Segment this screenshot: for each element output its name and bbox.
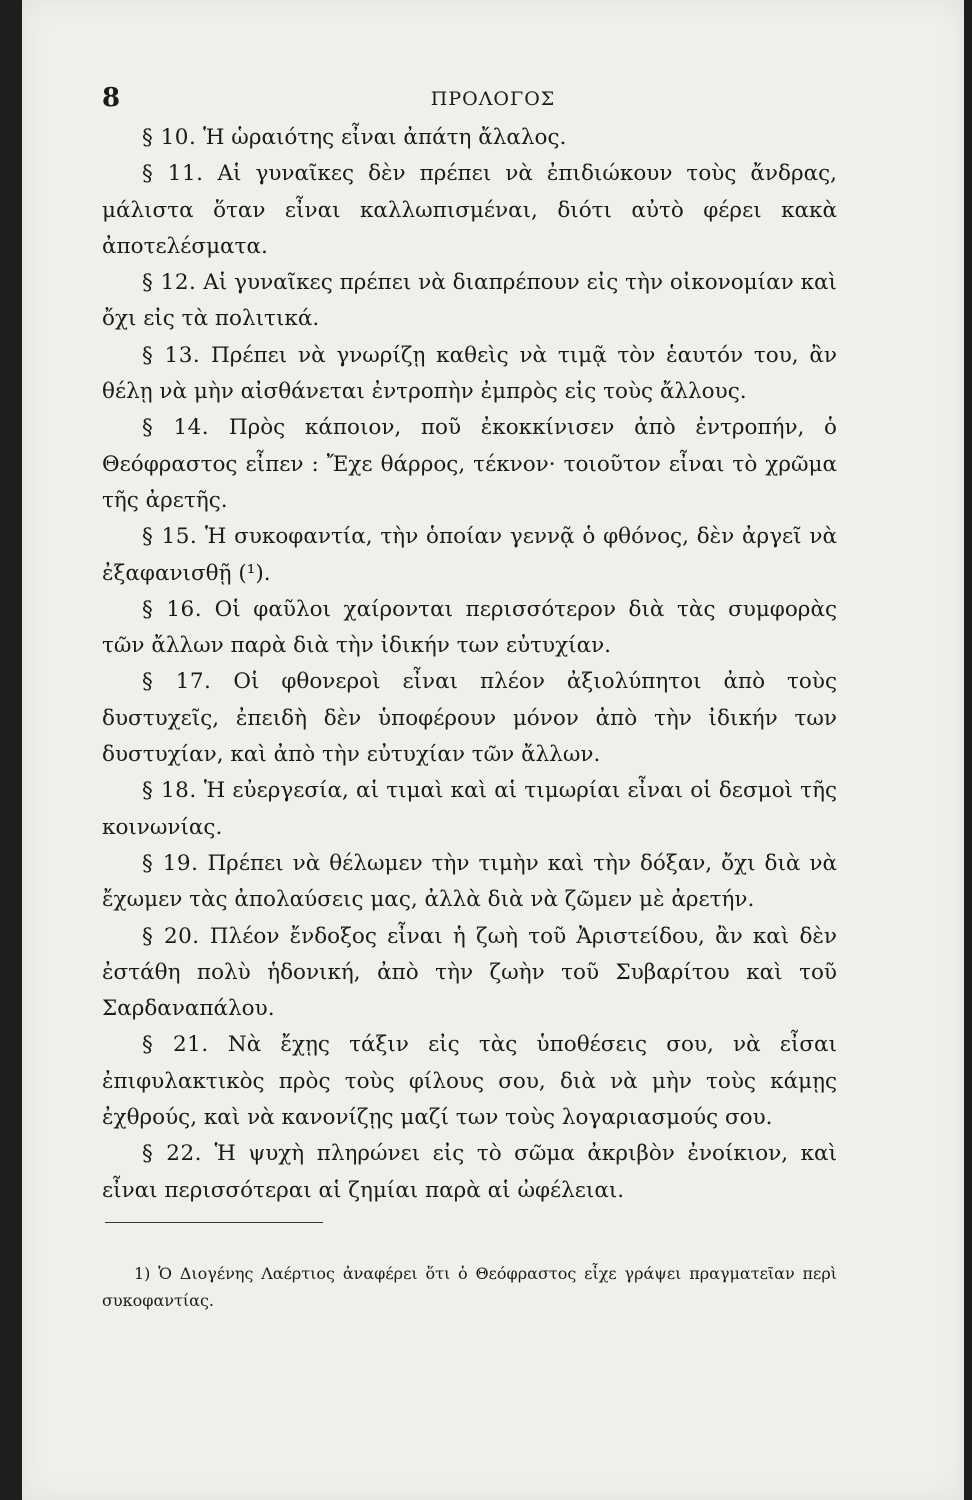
page-number: 8 [102,83,121,113]
paragraph-18 [102,773,837,846]
paragraph-text: Αἱ γυναῖκες πρέπει νὰ διαπρέπουν εἰς τὴν οἰκονομίαν καὶ ὄχι εἰς τὰ πολιτικά. [102,270,837,332]
footnote: 1) Ὁ Διογένης Λαέρτιος ἀναφέρει ὅτι ὁ Θεόφραστος εἶχε γράψει πραγματεῖαν περὶ συκοφαντίας. [102,1264,837,1310]
paragraph-14 [102,410,837,519]
paragraph-text: Πρέπει νὰ γνωρίζῃ καθεὶς νὰ τιμᾷ τὸν ἑαυτόν του, ἂν θέλῃ νὰ μὴν αἰσθάνεται ἐντροπὴν ἐμπρὸς εἰς τοὺς ἄλλους. [102,342,837,405]
paragraph-text: Οἱ φαῦλοι χαίρονται περισσότερον διὰ τὰς συμφορὰς τῶν ἄλλων παρὰ διὰ τὴν ἰδικήν των εὐτυχίαν. [102,596,838,659]
paragraph-text: Ἡ ὡραιότης εἶναι ἀπάτη ἄλαλος. [203,125,567,150]
paragraph-text: Αἱ γυναῖκες δὲν πρέπει νὰ ἐπιδιώκουν τοὺς ἄνδρας, μάλιστα ὅταν εἶναι καλλωπισμέναι, διότι αὐτὸ φέρει κακὰ ἀποτελέσματα. [102,161,837,259]
paragraph-text: Πλέον ἔνδοξος εἶναι ἡ ζωὴ τοῦ Ἀριστείδου, ἂν καὶ δὲν ἐστάθη πολὺ ἡδονική, ἀπὸ τὴν ζωὴν τοῦ Συβαρίτου καὶ τοῦ Σαρδαναπάλου. [102,923,838,1022]
paragraph-12 [102,265,837,338]
paragraph-text: Νὰ ἔχῃς τάξιν εἰς τὰς ὑποθέσεις σου, νὰ εἶσαι ἐπιφυλακτικὸς πρὸς τοὺς φίλους σου, διὰ νὰ μὴν τοὺς κάμῃς ἐχθρούς, καὶ νὰ κανονίζῃς μαζί των τοὺς λογαριασμούς σου. [102,1032,837,1131]
section-number: § 15. [142,524,198,550]
section-number: § 16. [142,596,203,622]
body-text [102,120,837,1209]
book-page [22,0,964,1500]
section-number: § 14. [142,415,210,441]
paragraph-text: Πρὸς κάποιον, ποῦ ἐκοκκίνισεν ἀπὸ ἐντροπήν, ὁ Θεόφραστος εἶπεν : Ἔχε θάρρος, τέκνον· τοιοῦτον εἶναι τὸ χρῶμα τῆς ἀρετῆς. [102,415,837,513]
section-number: § 20. [142,923,200,949]
paragraph-20 [102,919,837,1028]
running-title: ΠΡΟΛΟΓΟΣ [430,88,556,110]
paragraph-22 [102,1136,837,1209]
paragraph-13 [102,338,837,411]
paragraph-text: Οἱ φθονεροὶ εἶναι πλέον ἀξιολύπητοι ἀπὸ τοὺς δυστυχεῖς, ἐπειδὴ δὲν ὑποφέρουν μόνον ἀπὸ τὴν ἰδικήν των δυστυχίαν, καὶ ἀπὸ τὴν εὐτυχίαν τῶν ἄλλων. [102,669,837,768]
section-number: § 10. [142,125,197,150]
section-number: § 11. [142,161,204,187]
section-number: § 18. [142,778,197,804]
paragraph-text: Πρέπει νὰ θέλωμεν τὴν τιμὴν καὶ τὴν δόξαν, ὄχι διὰ νὰ ἔχωμεν τὰς ἀπολαύσεις μας, ἀλλὰ διὰ νὰ ζῶμεν μὲ ἀρετήν. [102,850,837,913]
section-number: § 22. [142,1141,202,1167]
section-number: § 19. [142,850,199,876]
paragraph-21 [102,1027,837,1136]
paragraph-11 [102,156,837,265]
paragraph-text: Ἡ εὐεργεσία, αἱ τιμαὶ καὶ αἱ τιμωρίαι εἶναι οἱ δεσμοὶ τῆς κοινωνίας. [102,778,837,840]
paragraph-19 [102,846,837,919]
paragraph-10 [102,120,837,156]
paragraph-16 [102,592,837,665]
footnote-reference[interactable]: (¹). [238,560,271,586]
section-number: § 12. [142,270,197,296]
section-number: § 21. [142,1032,209,1058]
paragraph-text: Ἡ συκοφαντία, τὴν ὁποίαν γεννᾷ ὁ φθόνος, δὲν ἀργεῖ νὰ ἐξαφανισθῇ [102,524,837,586]
paragraph-15 [102,519,837,592]
paragraph-text: Ἡ ψυχὴ πληρώνει εἰς τὸ σῶμα ἀκριβὸν ἐνοίκιον, καὶ εἶναι περισσότεραι αἱ ζημίαι παρὰ αἱ ὠφέλειαι. [102,1141,837,1203]
footnote-divider [105,1222,323,1223]
page-content [22,0,964,1500]
paragraph-17 [102,664,837,773]
section-number: § 17. [142,669,212,695]
section-number: § 13. [142,342,201,368]
